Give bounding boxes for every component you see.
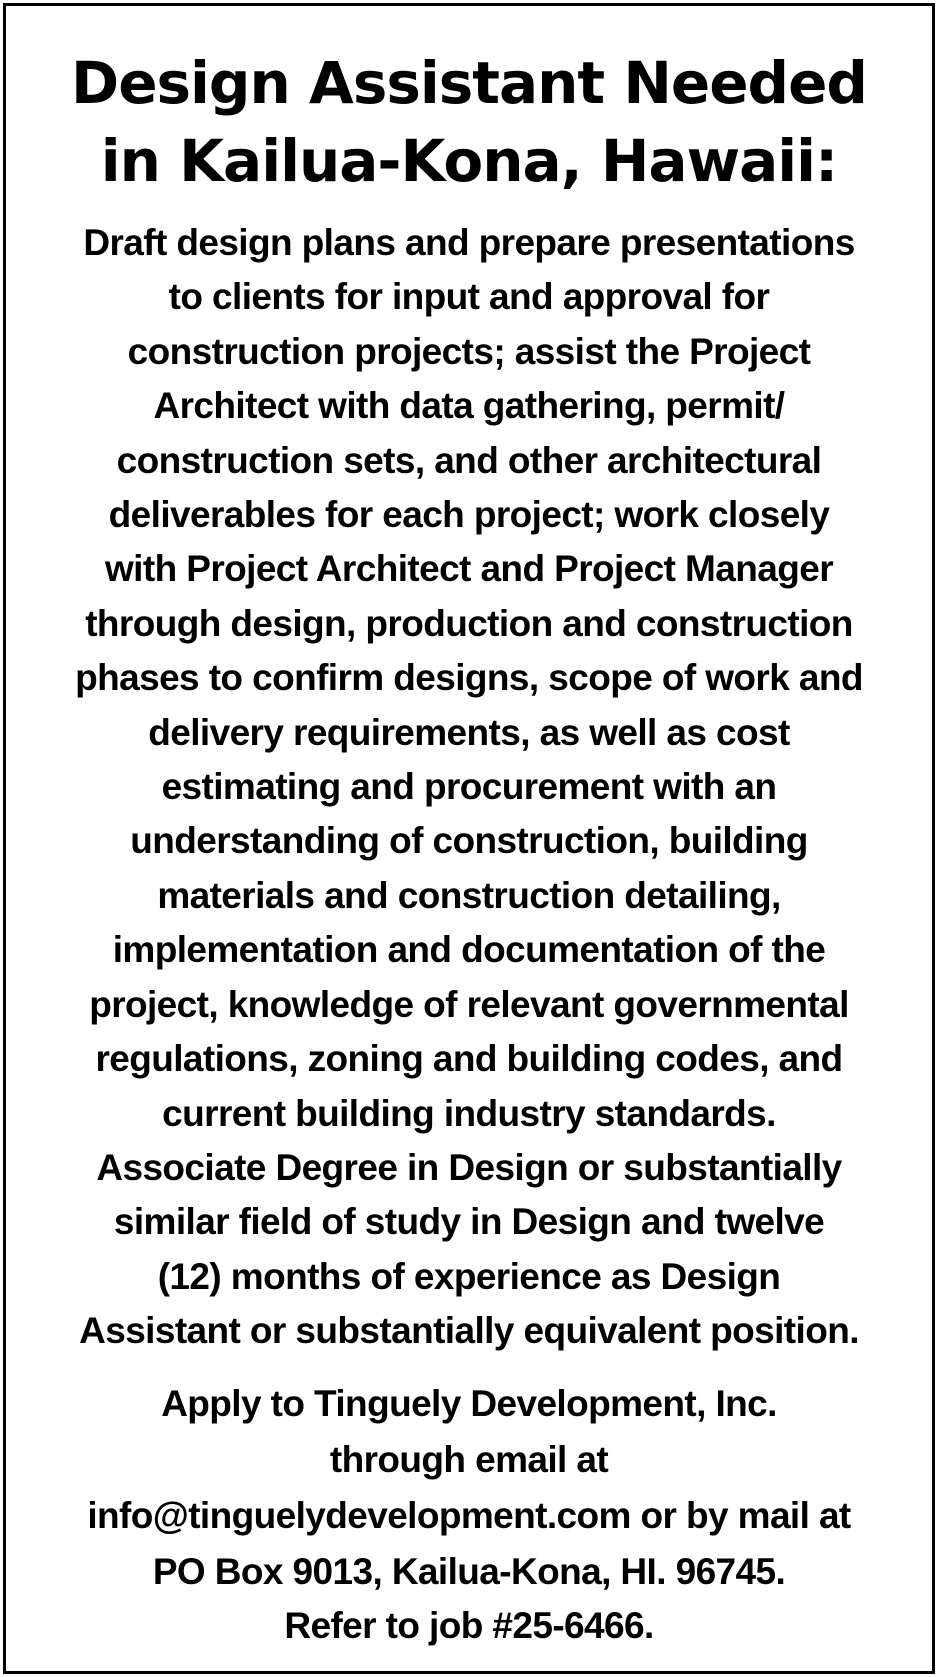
description-line: construction sets, and other architectural: [116, 439, 822, 481]
description-line: phases to confirm designs, scope of work and: [75, 657, 863, 699]
apply-line: through email at: [329, 1439, 609, 1480]
application-instructions: [6, 1376, 932, 1600]
apply-line: Apply to Tinguely Development, Inc.: [161, 1383, 777, 1424]
job-description: [6, 216, 932, 1359]
description-line: to clients for input and approval for: [168, 276, 770, 318]
description-line: regulations, zoning and building codes, and: [95, 1038, 843, 1080]
description-line: delivery requirements, as well as cost: [148, 711, 790, 753]
requirements-line: similar field of study in Design and twelve: [113, 1201, 825, 1243]
description-line: current building industry standards.: [162, 1092, 776, 1134]
description-line: implementation and documentation of the: [112, 929, 826, 971]
description-line: project, knowledge of relevant governmental: [89, 983, 849, 1025]
requirements-line: Associate Degree in Design or substantially: [96, 1146, 842, 1188]
job-reference: [6, 1598, 932, 1654]
description-line: construction projects; assist the Project: [127, 330, 811, 372]
description-line: understanding of construction, building: [130, 820, 808, 862]
job-ad-frame: [3, 3, 935, 1674]
description-line: materials and construction detailing,: [157, 874, 781, 916]
mailing-address: PO Box 9013, Kailua-Kona, HI. 96745.: [152, 1551, 786, 1592]
requirements-line: Assistant or substantially equivalent position.: [79, 1310, 859, 1352]
description-line: through design, production and construction: [85, 602, 853, 644]
ad-title-line: Design Assistant Needed: [71, 49, 867, 117]
description-line: Architect with data gathering, permit/: [153, 385, 785, 427]
contact-email: info@tinguelydevelopment.com or by mail at: [87, 1495, 851, 1536]
ad-title: [6, 44, 932, 200]
requirements-line: (12) months of experience as Design: [157, 1255, 781, 1297]
description-line: deliverables for each project; work closely: [108, 494, 830, 536]
description-line: with Project Architect and Project Manager: [105, 548, 833, 590]
description-line: Draft design plans and prepare presentations: [83, 222, 855, 263]
description-line: estimating and procurement with an: [161, 766, 777, 808]
ad-title-line: in Kailua-Kona, Hawaii:: [100, 127, 838, 195]
job-reference-text: Refer to job #25-6466.: [284, 1605, 654, 1646]
